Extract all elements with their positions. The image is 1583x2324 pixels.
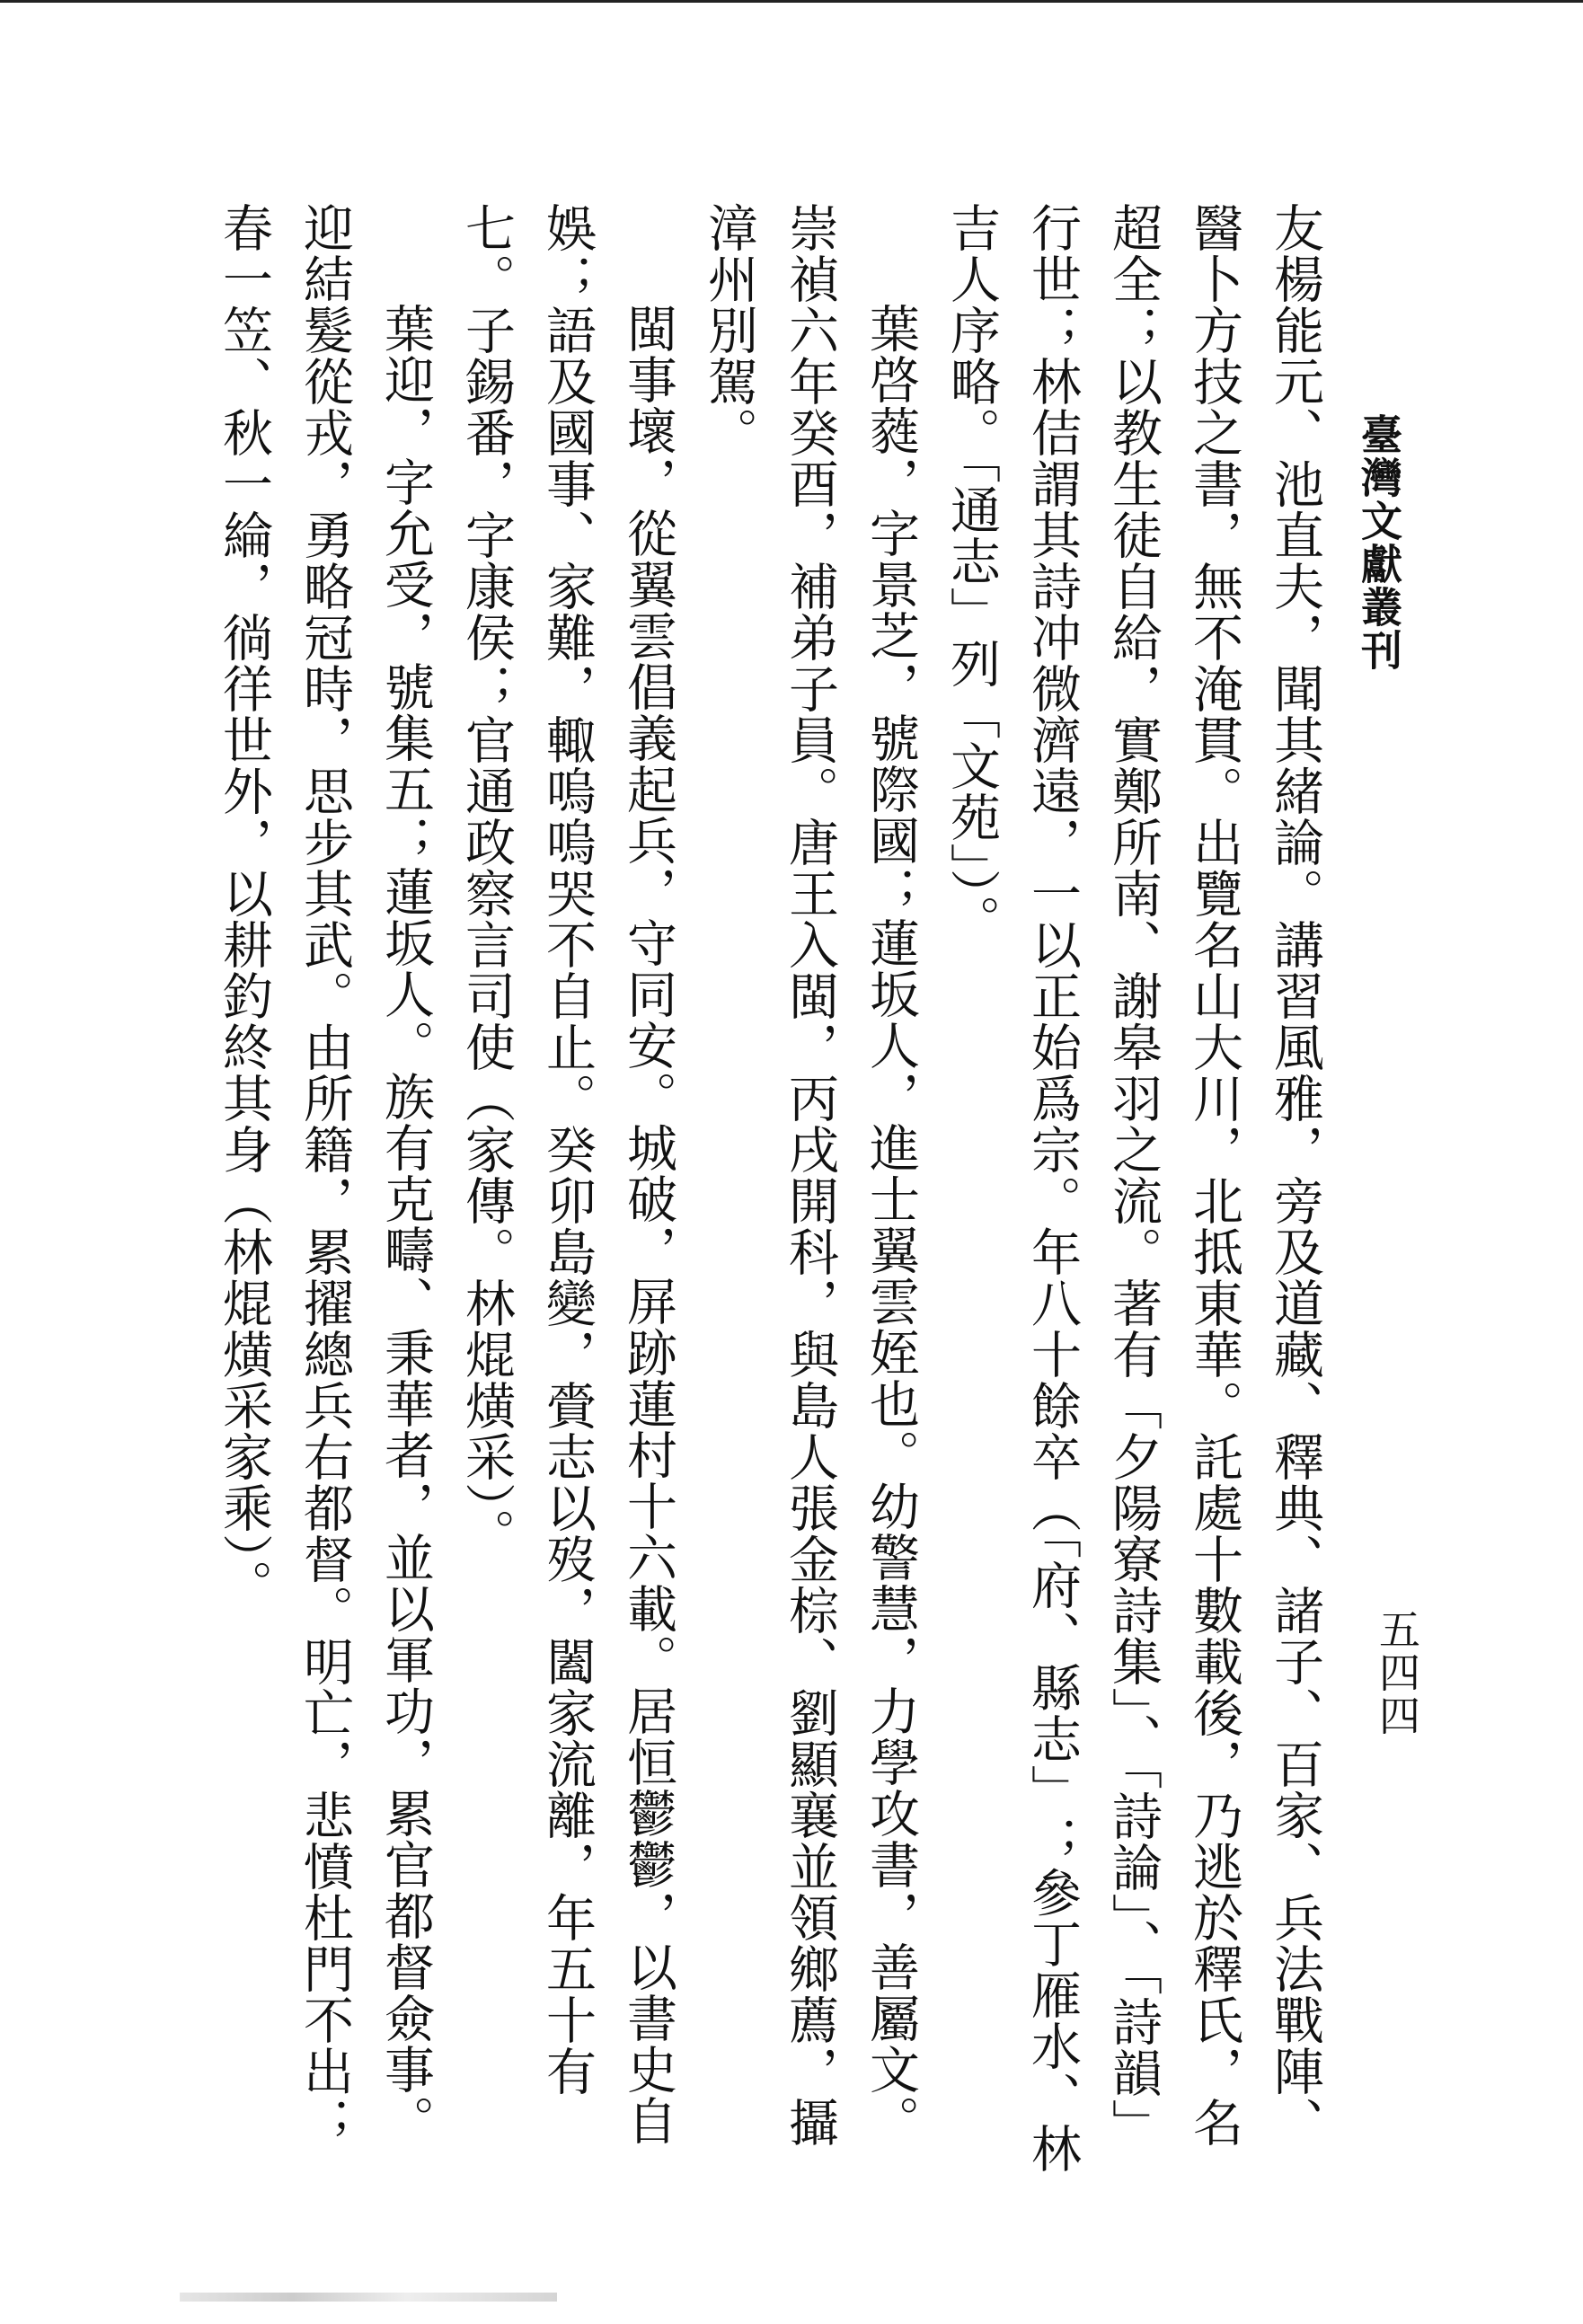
page-number: 五四四 [1373, 1608, 1421, 1737]
top-border-line [0, 0, 1583, 3]
paragraph-ye-ying: 葉迎，字允受，號集五；蓮坂人。族有克疇、秉華者，並以軍功，累官都督僉事。迎結髮從戎，勇略冠時，思步其武。由所籍，累擢總兵右都督。明亡，悲憤杜門不出；春一笠、秋一綸，徜徉世外，以耕釣終其身（林焜熿采家乘）。 [215, 202, 435, 2148]
paragraph-min-shi: 閩事壞，從翼雲倡義起兵，守同安。城破，屏跡蓮村十六載。居恒鬱鬱，以書史自娛；語及國事、家難，輙嗚嗚哭不自止。癸卯島變，賫志以歿，闔家流離，年五十有七。子錫番，字康侯；官通政察言司使（家傳。林焜熿采）。 [457, 202, 677, 2146]
paragraph-ye-qirui: 葉啓蕤，字景芝，號際國；蓮坂人，進士翼雲姪也。幼警慧，力學攻書，善屬文。崇禎六年癸酉，補弟子員。唐王入閩，丙戌開科，與島人張金棕、劉顯襄並領鄉薦，攝漳州別駕。 [700, 202, 920, 2148]
vertical-text-body [215, 202, 1335, 2192]
paragraph: 友楊能元、池直夫，聞其緒論。講習風雅，旁及道藏、釋典、諸子、百家、兵法戰陣、醫卜方技之書，無不淹貫。出覽名山大川，北抵東華。託處十數載後，乃逃於釋氏，名超全；以教生徒自給，實鄭所南、謝皋羽之流。著有「夕陽寮詩集」、「詩論」、「詩韻」行世；林佶謂其詩冲微濟遠，一以正始爲宗。年八十餘卒（「府、縣志」；參丁雁水、林吉人序略。「通志」列「文苑」）。 [942, 202, 1324, 2174]
running-title: 臺灣文獻叢刊 [1355, 413, 1403, 672]
scan-artifact [180, 2293, 557, 2302]
